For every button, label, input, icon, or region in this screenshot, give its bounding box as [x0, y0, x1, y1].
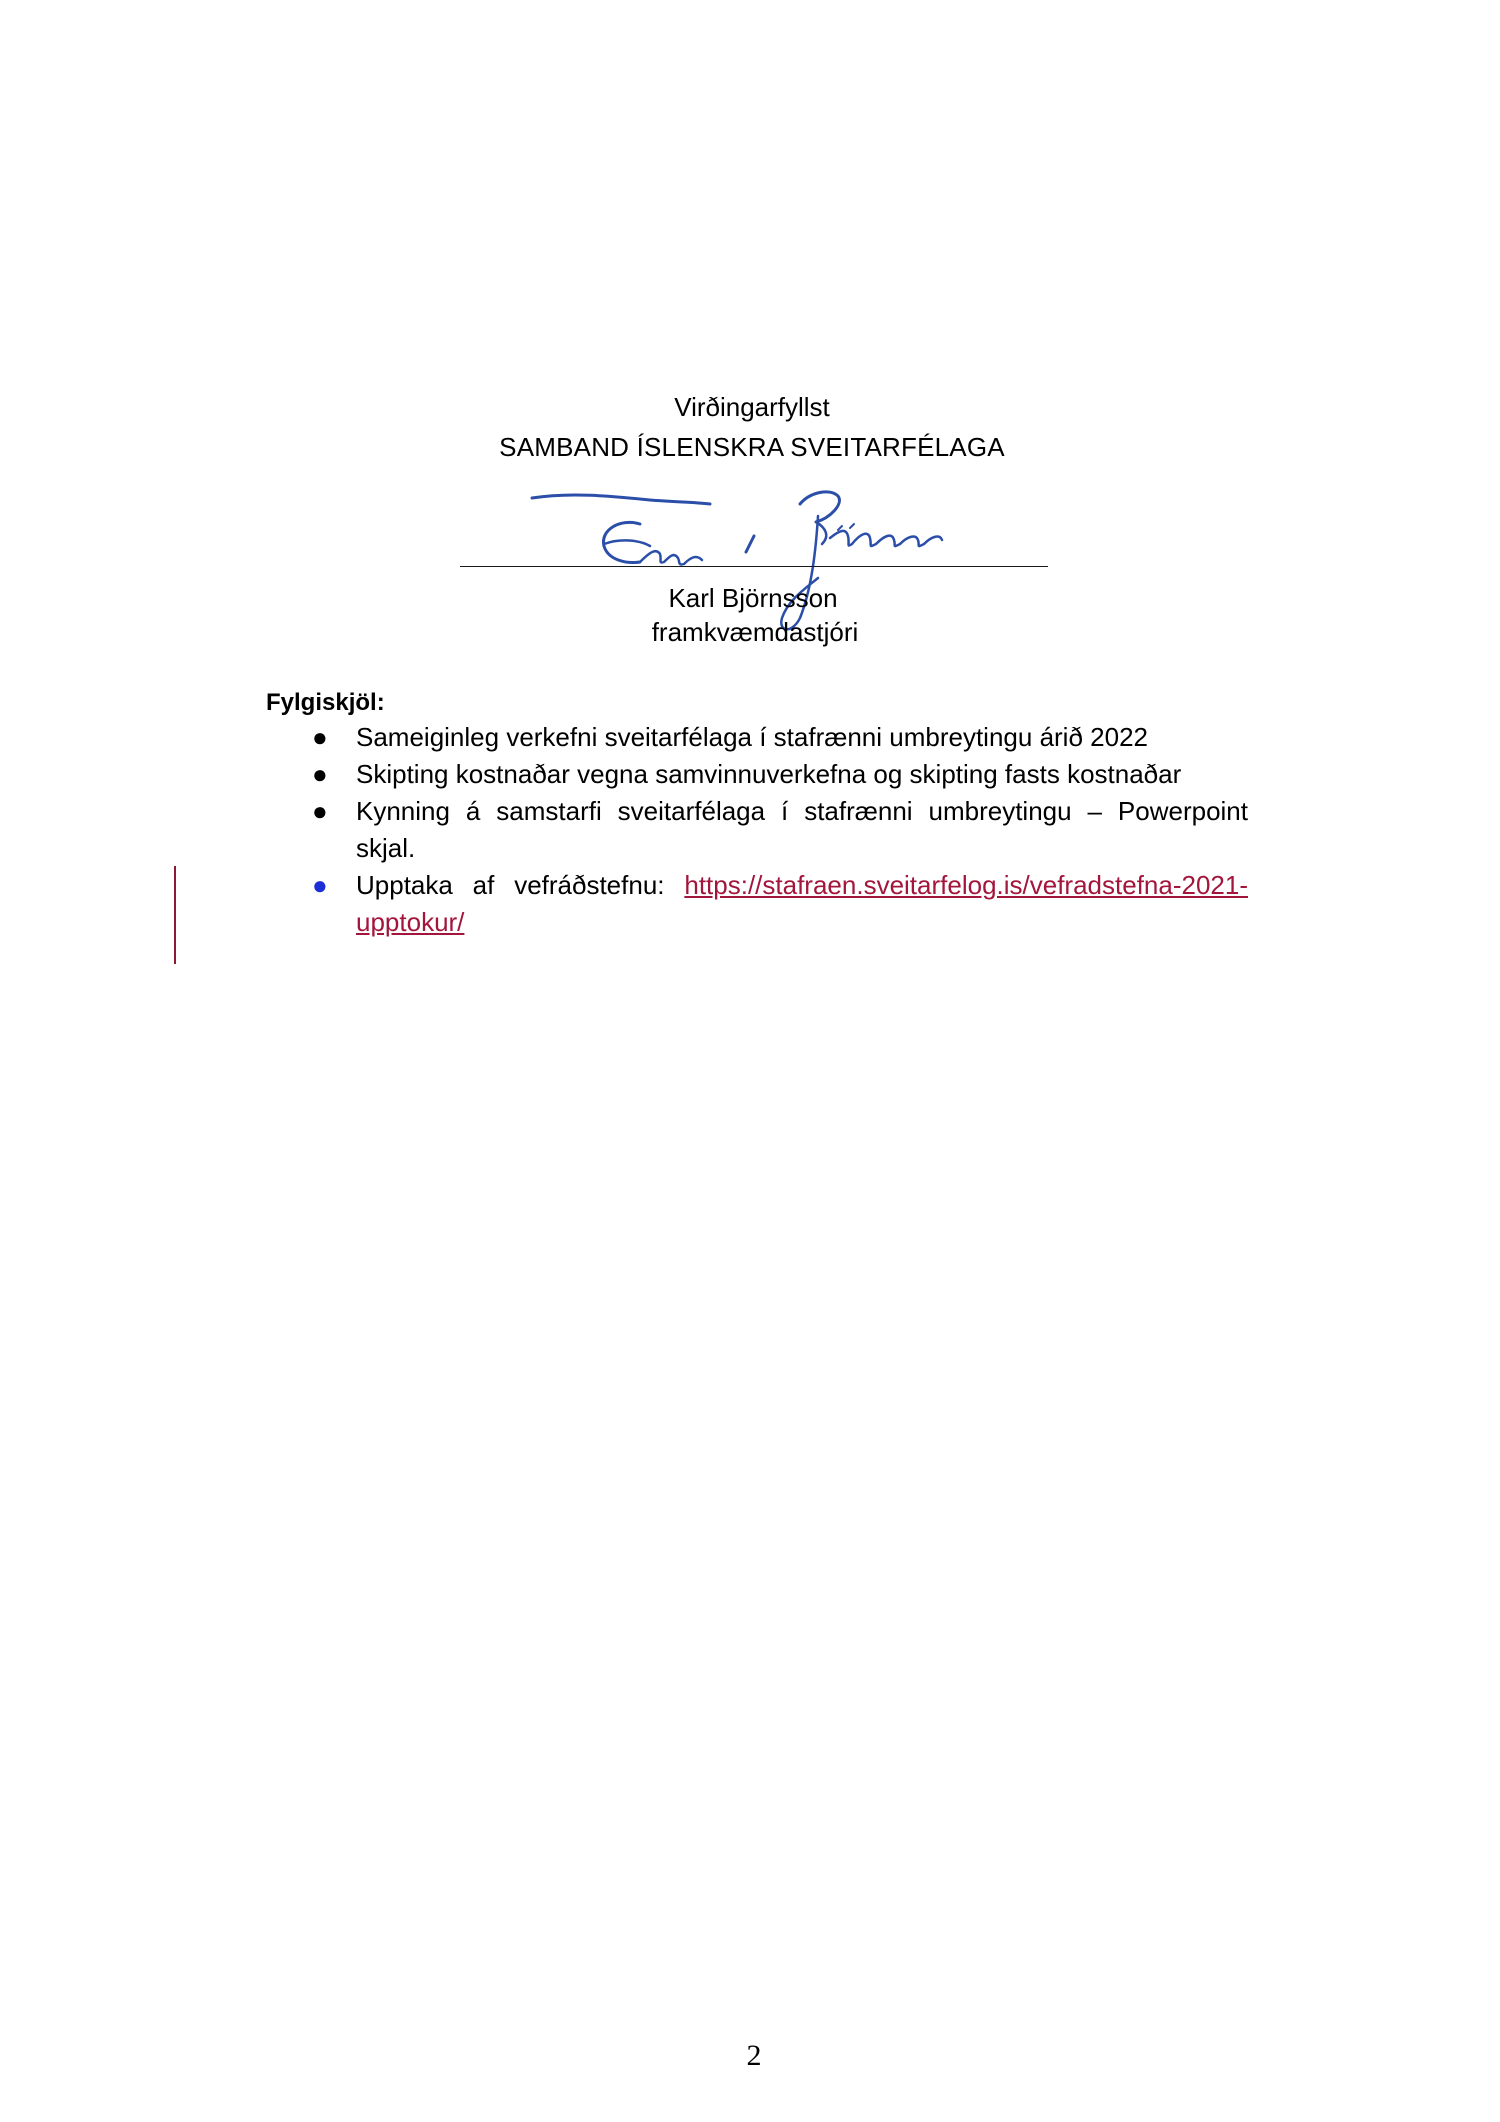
- bullet-icon: ●: [312, 796, 328, 826]
- attachment-text: Kynning á samstarfi sveitarfélaga í stafrænni umbreytingu – Powerpoint: [356, 796, 1248, 826]
- bullet-icon: ●: [312, 722, 328, 752]
- bullet-icon: ●: [312, 759, 328, 789]
- list-item: [312, 867, 1248, 941]
- signer-name: Karl Björnsson: [668, 583, 838, 613]
- attachments-list: [312, 719, 1248, 941]
- organization-name: SAMBAND ÍSLENSKRA SVEITARFÉLAGA: [499, 432, 1005, 462]
- attachments-heading: Fylgiskjöl:: [266, 689, 385, 716]
- recording-link-continued[interactable]: upptokur/: [356, 907, 465, 937]
- revision-change-bar: [174, 866, 176, 964]
- closing-salutation: Virðingarfyllst: [674, 392, 830, 422]
- signature-line: [460, 566, 1048, 567]
- list-item: [312, 793, 1248, 867]
- page-number: 2: [746, 2039, 762, 2072]
- recording-link[interactable]: https://stafraen.sveitarfelog.is/vefradstefna-2021-: [684, 870, 1248, 900]
- attachment-link-line: [356, 867, 1248, 904]
- signer-title: framkvæmdastjóri: [651, 617, 859, 647]
- attachment-label: Upptaka af vefráðstefnu:: [356, 870, 665, 900]
- attachment-text: Sameiginleg verkefni sveitarfélaga í stafrænni umbreytingu árið 2022: [356, 722, 1148, 752]
- list-item: [312, 719, 1248, 756]
- list-item: [312, 756, 1248, 793]
- attachment-text: Skipting kostnaðar vegna samvinnuverkefna og skipting fasts kostnaðar: [356, 759, 1182, 789]
- bullet-icon: ●: [312, 870, 328, 900]
- attachment-text-continued: skjal.: [356, 833, 416, 863]
